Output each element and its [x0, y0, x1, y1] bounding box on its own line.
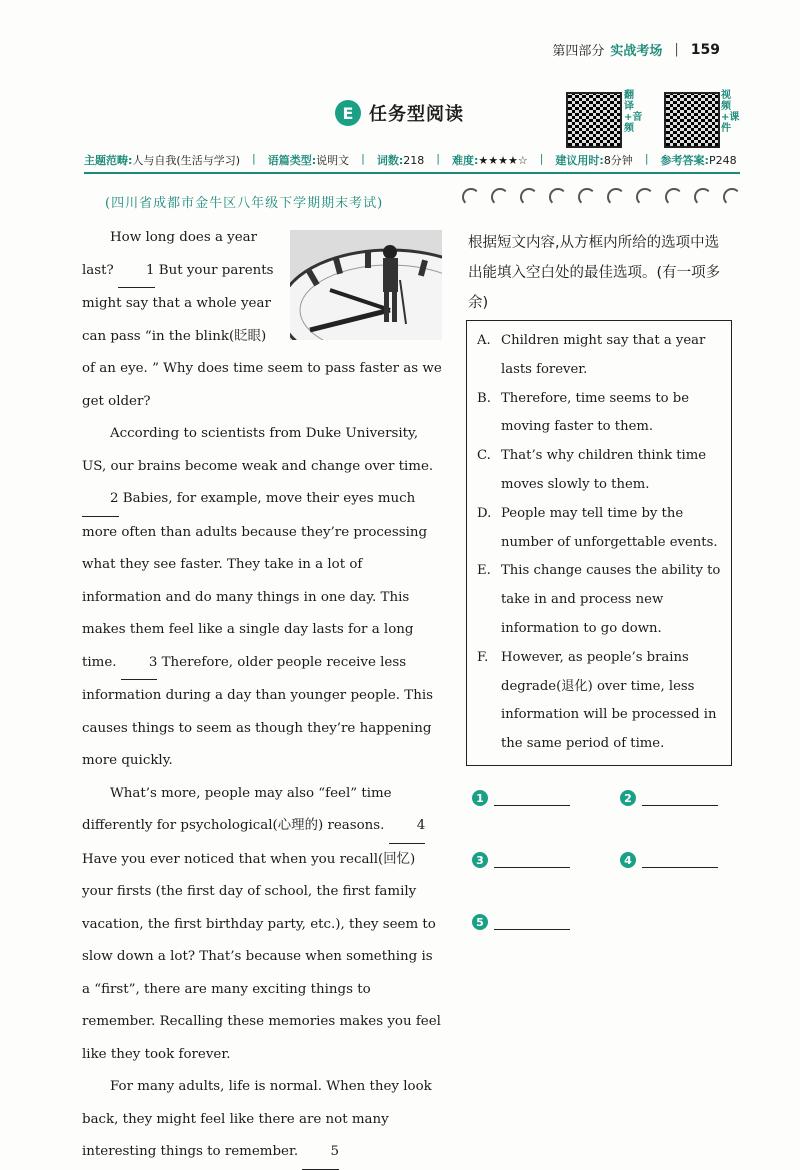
section-label: 实战考场 — [610, 44, 663, 59]
qr-code-translation[interactable] — [566, 92, 622, 148]
blank-4[interactable]: 4 — [389, 810, 426, 844]
header-divider: | — [674, 42, 679, 57]
option-a[interactable]: A. Children might say that a year lasts forever. — [477, 333, 706, 377]
spiral-binding — [462, 188, 741, 206]
option-b[interactable]: B. Therefore, time seems to be moving faster to them. — [477, 390, 690, 435]
answer-1[interactable]: 1 — [472, 790, 570, 806]
option-c[interactable]: C. That’s why children think time moves slowly to them. — [477, 448, 707, 492]
section-title — [335, 100, 464, 126]
answer-2[interactable]: 2 — [620, 790, 718, 806]
answer-line[interactable] — [494, 915, 570, 930]
answer-line[interactable] — [494, 853, 570, 868]
blank-1[interactable]: 1 — [118, 255, 155, 289]
blank-3[interactable]: 3 — [121, 647, 158, 681]
blank-2[interactable]: 2 — [82, 483, 119, 517]
section-badge: E — [335, 100, 361, 126]
qr-label-video: 视频+课件 — [721, 90, 740, 134]
meta-bar: 主题范畴:人与自我(生活与学习) | 语篇类型:说明文 | 词数:218 | 难度:★★★★☆ | 建议用时:8分钟 | 参考答案:P248 — [84, 152, 740, 174]
meta-answer: 参考答案:P248 — [660, 154, 737, 167]
reading-passage: How long does a year last? 1 But your parents might say that a whole year can pass “in the blink(眨眼) of an eye. ” Why does time seem to pass faster as we get older? According to scientists from Duke University, US, our brains become weak and change over time. 2 Babies, for example, move their eyes much more often than adults because they’re processing what they see faster. They take in a lot of information and do many things in one day. This makes them feel like a single day lasts for a long time. 3 Therefore, older people receive less information during a day than younger people. This causes things to seem as though they’re happening more quickly. What’s more, people may also “feel” time differently for psychological(心理的) reasons. 4 Have you ever noticed that when you recall(回忆) your firsts (the first day of school, the first family vacation, the first birthday party, etc.), they seem to slow down a lot? That’s because when something is a “first”, there are many exciting things to remember. Recalling these memories makes you feel like they took forever. For many adults, life is normal. When they look back, they might feel like there are not many interesting things to remember. 5 — [82, 222, 442, 1170]
source-note: (四川省成都市金牛区八年级下学期期末考试) — [105, 196, 384, 211]
option-d[interactable]: D. People may tell time by the number of unforgettable events. — [477, 505, 718, 550]
options-box — [466, 320, 732, 766]
part-label: 第四部分 — [552, 44, 605, 59]
clock-photo — [290, 230, 442, 340]
option-f[interactable]: F. However, as people’s brains degrade(退化) over time, less information will be processed in the same period of time. — [477, 649, 717, 752]
title-text: 任务型阅读 — [369, 104, 464, 125]
qr-code-video[interactable] — [664, 92, 720, 148]
answer-5[interactable]: 5 — [472, 914, 570, 930]
instructions: 根据短文内容,从方框内所给的选项中选出能填入空白处的最佳选项。(有一项多余) — [468, 235, 721, 311]
meta-difficulty: 难度:★★★★☆ — [451, 154, 528, 167]
blank-5[interactable]: 5 — [302, 1136, 339, 1170]
answer-4[interactable]: 4 — [620, 852, 718, 868]
option-e[interactable]: E. This change causes the ability to take in and process new information to go down. — [477, 563, 721, 636]
answer-line[interactable] — [642, 853, 718, 868]
meta-type: 语篇类型:说明文 — [267, 154, 350, 167]
page-header — [552, 40, 720, 59]
answer-line[interactable] — [642, 791, 718, 806]
meta-time: 建议用时:8分钟 — [555, 154, 633, 167]
meta-words: 词数:218 — [376, 154, 425, 167]
answer-3[interactable]: 3 — [472, 852, 570, 868]
qr-label-translation: 翻译+音频 — [624, 90, 643, 134]
meta-topic: 主题范畴:人与自我(生活与学习) — [84, 154, 240, 167]
page-number: 159 — [690, 41, 720, 58]
answer-line[interactable] — [494, 791, 570, 806]
